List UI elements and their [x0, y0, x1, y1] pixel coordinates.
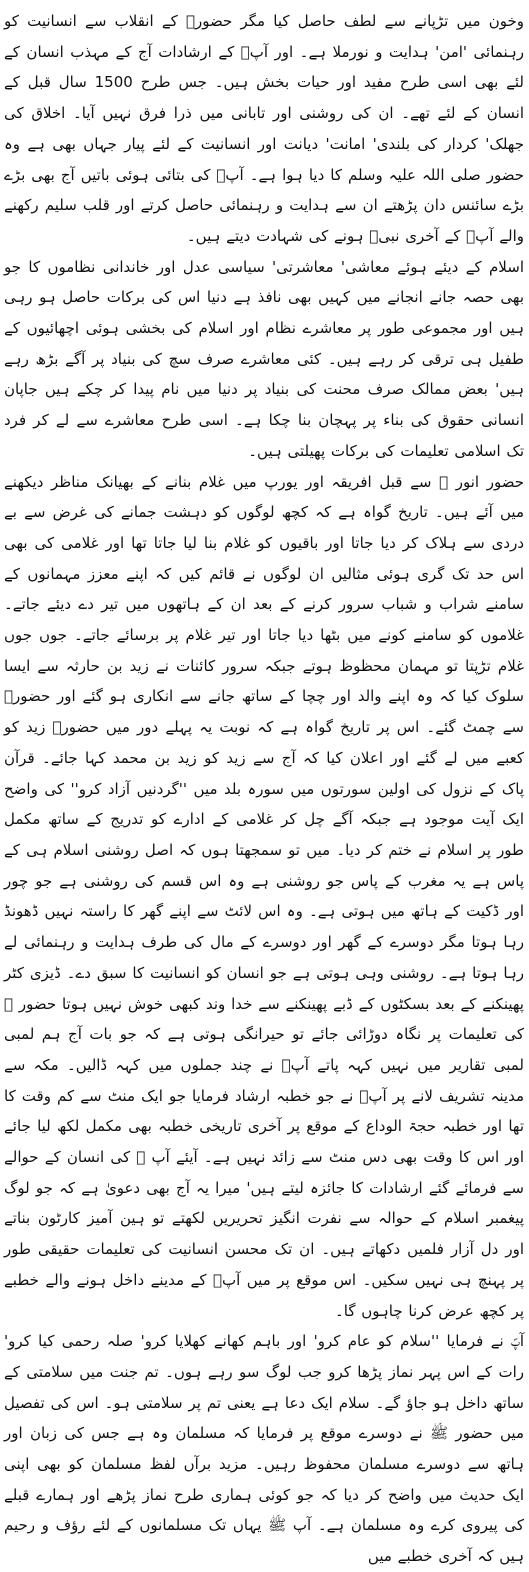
article-paragraph-2: اسلام کے دیئے ہوئے معاشی' معاشرتی' سیاسی عدل اور خاندانی نظاموں کا جو بھی حصہ جانے انجانے میں کہیں بھی نافذ ہے دنیا اس کی برکات حاصل ہو رہی ہیں اور مجموعی طور پر معاشرے نظام اور اسلام کی بخشی ہوئی اچھائیوں کے طفیل ہی ترقی کر رہے ہیں۔ کئی معاشرے صرف سچ کی بنیاد پر آگے بڑھ رہے ہیں' بعض ممالک صرف محنت کی بنیاد پر دنیا میں نام پیدا کر چکے ہیں جاپان انسانی حقوق کی بناء پر پہچان بنا چکا ہے۔ اسی طرح معاشرے سے لے کر فرد تک اسلامی تعلیمات کی برکات پھیلتی ہیں۔ [4, 257, 524, 460]
article-page [4, 6, 524, 1572]
article-paragraph-4: آپؐ نے فرمایا ''سلام کو عام کرو' اور باہم کھانے کھلایا کرو' صلہ رحمی کیا کرو' رات کے اس پہر نماز پڑھا کرو جب لوگ سو رہے ہوں۔ تم جنت میں سلامتی کے ساتھ داخل ہو جاؤ گے۔ سلام ایک دعا ہے یعنی تم پر سلامتی ہو۔ اس کی تفصیل میں حضور ﷺ نے دوسرے موقع پر فرمایا کہ مسلمان وہ ہے جس کی زبان اور ہاتھ سے دوسرے مسلمان محفوظ رہیں۔ مزید برآں لفظ مسلمان کو بھی اپنی ایک حدیث میں واضح کر دیا کہ جو کوئی ہماری طرح نماز پڑھے اور ہمارے قبلے کی پیروی کرے وہ مسلمان ہے۔ آپ ﷺ یہاں تک مسلمانوں کے لئے رؤف و رحیم ہیں کہ آخری خطبے میں [4, 1332, 524, 1566]
article-paragraph-1: وخون میں تڑپانے سے لطف حاصل کیا مگر حضورؐ کے انقلاب سے انسانیت کو رہنمائی 'امن' ہدایت و نورملا ہے۔ اور آپؐ کے ارشادات آج کے مہذب انسان کے لئے بھی اسی طرح مفید اور حیات بخش ہیں۔ جس طرح 1500 سال قبل کے انسان کے لئے تھے۔ ان کی روشنی اور تابانی میں ذرا فرق نہیں آیا۔ اخلاق کی جھلک' کردار کی بلندی' امانت' دیانت اور انسانیت کے لئے پیار جہاں بھی ہے وہ حضور صلی اللہ علیہ وسلم کا دیا ہوا ہے۔ آپؐ کی بتائی ہوئی باتیں آج بھی بڑے بڑے سائنس دان پڑھتے ان سے ہدایت و رہنمائی حاصل کرتے اور قلب سلیم رکھنے والے آپؐ کے آخری نبیؐ ہونے کی شہادت دیتے ہیں۔ [4, 12, 524, 245]
article-paragraph-3: حضور انور ﷺ سے قبل افریقہ اور یورپ میں غلام بنانے کے بھیانک مناظر دیکھنے میں آئے ہیں۔ تاریخ گواہ ہے کہ کچھ لوگوں کو دہشت جمانے کی غرض سے بے دردی سے ہلاک کر دیا جاتا اور باقیوں کو غلام بنا لیا جاتا تھا اور غلامی کی بھی اس حد تک گری ہوئی مثالیں ان لوگوں نے قائم کیں کہ اپنے معزز مہمانوں کے سامنے شراب و شباب سرور کرنے کے بعد ان کے ہاتھوں میں تیر دے دیئے جاتے۔ غلاموں کو سامنے کونے میں بٹھا دیا جاتا اور تیر غلام پر برسائے جاتے۔ جوں جوں غلام تڑپتا تو مہمان محظوظ ہوتے جبکہ سرور کائنات نے زید بن حارثہ سے ایسا سلوک کیا کہ وہ اپنے والد اور چچا کے ساتھ جانے سے انکاری ہو گئے اور حضورؐ سے چمٹ گئے۔ اس پر تاریخ گواہ ہے کہ نوبت یہ پہلے دور میں حضورؐ زید کو کعبے میں لے گئے اور اعلان کیا کہ آج سے زید کو زید بن محمد کہا جائے۔ قرآن پاک کے نزول کی اولین سورتوں میں سورہ بلد میں ''گردنیں آزاد کرو'' کی واضح ایک آیت موجود ہے جبکہ آگے چل کر غلامی کے ادارے کو تدریج کے ساتھ مکمل طور پر اسلام نے ختم کر دیا۔ میں تو سمجھتا ہوں کہ اصل روشنی اسلام ہی کے پاس ہے یہ مغرب کے پاس جو روشنی ہے وہ اس قسم کی روشنی ہے جو چور اور ڈکیت کے ہاتھ میں ہوتی ہے۔ وہ اس لائٹ سے اپنے گھر کا راستہ نہیں ڈھونڈ رہا ہوتا مگر دوسرے کے گھر اور دوسرے کے مال کی طرف ہدایت و رہنمائی لے رہا ہوتا ہے۔ روشنی وہی ہوتی ہے جو انسان کو انسانیت کا سبق دے۔ ڈیزی کٹر پھینکنے کے بعد بسکٹوں کے ڈبے پھینکنے سے خدا وند کبھی خوش نہیں ہوتا حضور ﷺ کی تعلیمات پر نگاہ دوڑائی جائے تو حیرانگی ہوتی ہے کہ جو بات آج ہم لمبی لمبی تقاریر میں نہیں کہہ پاتے آپؐ نے چند جملوں میں کہہ ڈالیں۔ مکہ سے مدینہ تشریف لانے پر آپؐ نے جو خطبہ ارشاد فرمایا جو ایک منٹ سے کم وقت کا تھا اور خطبہ حجۃ الوداع کے موقع پر آخری تاریخی خطبہ بھی مکمل لکھ لیا جائے اور اس کا وقت بھی دس منٹ سے زائد نہیں ہے۔ آیئے آپ ﷺ کی انسان کے حوالے سے فرمائے گئے ارشادات کا جائزہ لیتے ہیں' میرا یہ آج بھی دعویٰ ہے کہ جو لوگ پیغمبر اسلام کے حوالہ سے نفرت انگیز تحریریں لکھتے تو ہین آمیز کارٹون بناتے اور دل آزار فلمیں دکھاتے ہیں۔ ان تک محسن انسانیت کی تعلیمات حقیقی طور پر پہنچ ہی نہیں سکیں۔ اس موقع پر میں آپؐ کے مدینے داخل ہونے والے خطبے پر کچھ عرض کرنا چاہوں گا۔ [4, 472, 524, 1320]
